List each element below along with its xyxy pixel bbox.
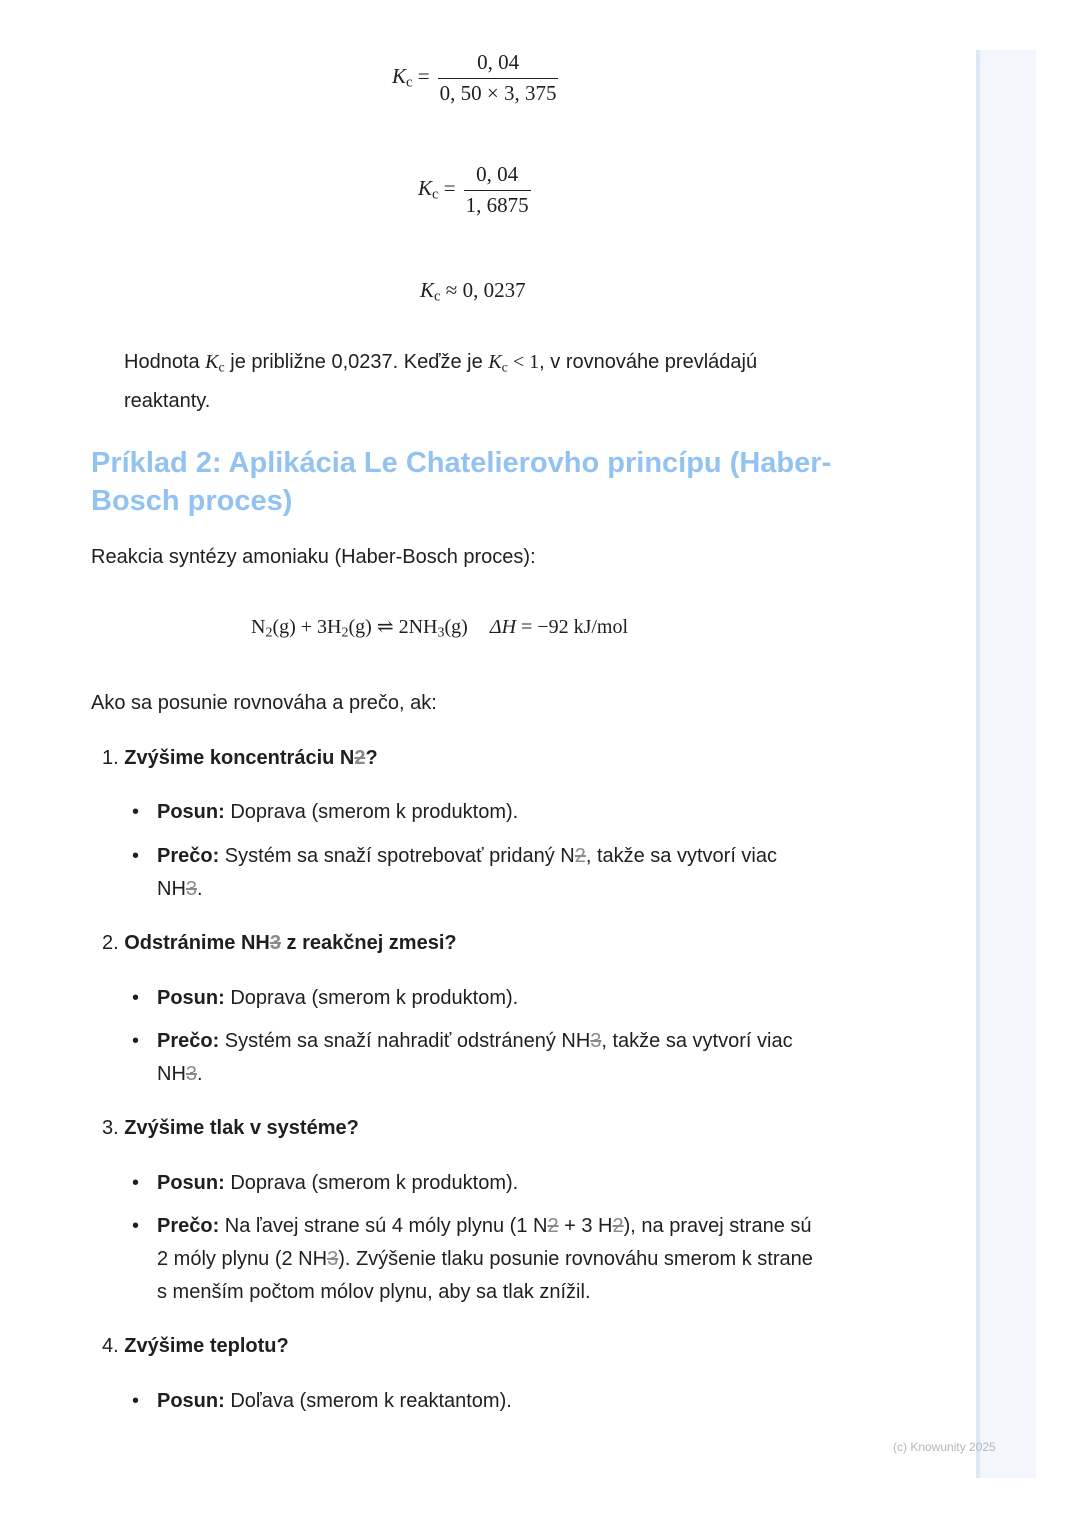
bullet-text: Na ľavej strane sú 4 móly plynu (1 N xyxy=(219,1215,548,1237)
list-number: 3. xyxy=(102,1117,119,1139)
equilibrium-arrow: ⇌ xyxy=(371,616,399,638)
bullet-icon: • xyxy=(132,1172,140,1194)
struck-subscript: 2 xyxy=(547,1215,559,1237)
subscript: 3 xyxy=(437,625,445,641)
enthalpy-label: ΔH xyxy=(489,616,517,638)
kc-subscript: c xyxy=(218,360,225,376)
kc-value: 0, 0237 xyxy=(462,278,526,302)
struck-subscript: 3 xyxy=(590,1030,602,1052)
state: (g) xyxy=(348,616,372,638)
label: Posun: xyxy=(157,1172,225,1194)
question-1 xyxy=(102,743,378,773)
page-margin-panel xyxy=(976,50,1036,1478)
label: Posun: xyxy=(157,801,225,823)
copyright-footer: (c) Knowunity 2025 xyxy=(893,1440,996,1454)
struck-subscript: 2 xyxy=(612,1215,624,1237)
kc-subscript: c xyxy=(501,360,508,376)
bullet-why-2 xyxy=(132,1025,822,1091)
enthalpy-value: = −92 kJ/mol xyxy=(516,616,629,638)
bullet-text: . xyxy=(197,1063,203,1085)
reaction-n2: N xyxy=(251,616,266,638)
label: Prečo: xyxy=(157,845,220,867)
label: Prečo: xyxy=(157,1215,220,1237)
bullet-icon: • xyxy=(132,845,140,867)
bullet-text: ), na pravej strane sú 2 móly plynu (2 NH xyxy=(157,1215,812,1270)
fraction-denominator: 0, 50 × 3, 375 xyxy=(438,78,559,106)
list-number: 2. xyxy=(102,932,119,954)
fraction-denominator: 1, 6875 xyxy=(464,190,531,218)
bullet-text: ). Zvýšenie tlaku posunie rovnováhu smerom k strane s menším počtom mólov plynu, aby sa tlak znížil. xyxy=(157,1248,813,1303)
bullet-text: . xyxy=(197,878,203,900)
reaction-nh3: 2NH xyxy=(398,616,438,638)
equals-sign: = xyxy=(443,176,456,201)
state: (g) xyxy=(444,616,468,638)
bullet-why-1 xyxy=(132,840,822,906)
bullet-text: Doprava (smerom k produktom). xyxy=(224,1172,519,1194)
question-text: Zvýšime koncentráciu N xyxy=(124,747,355,769)
approx-sign: ≈ xyxy=(445,278,458,302)
intro-text: Reakcia syntézy amoniaku (Haber-Bosch proces): xyxy=(91,546,536,568)
fraction-numerator: 0, 04 xyxy=(476,162,519,186)
bullet-shift-4 xyxy=(132,1385,822,1418)
inequality: < 1 xyxy=(512,351,540,373)
question-3 xyxy=(102,1113,359,1143)
bullet-text: Systém sa snaží nahradiť odstránený NH xyxy=(219,1030,591,1052)
conclusion-text: , v rovnováhe prevládajú reaktanty. xyxy=(124,351,758,412)
conclusion-text: Hodnota xyxy=(124,351,206,373)
reaction-equation xyxy=(251,614,628,642)
bullet-shift-1 xyxy=(132,796,822,829)
fraction-numerator: 0, 04 xyxy=(477,50,520,74)
question-text: z reakčnej zmesi? xyxy=(280,932,457,954)
bullet-icon: • xyxy=(132,1390,140,1412)
kc-symbol: K xyxy=(392,64,407,89)
label: Posun: xyxy=(157,1390,225,1412)
kc-symbol: K xyxy=(205,351,219,373)
kc-subscript: c xyxy=(406,74,413,91)
bullet-text: , takže sa vytvorí viac NH xyxy=(157,1030,793,1085)
question-text: Zvýšime tlak v systéme? xyxy=(124,1117,359,1139)
section-heading: Príklad 2: Aplikácia Le Chatelierovho princípu (Haber-Bosch proces) xyxy=(91,447,832,517)
question-2 xyxy=(102,928,457,958)
struck-subscript: 3 xyxy=(327,1248,339,1270)
bullet-text: Doprava (smerom k produktom). xyxy=(224,801,519,823)
label: Prečo: xyxy=(157,1030,220,1052)
list-number: 4. xyxy=(102,1335,119,1357)
kc-subscript: c xyxy=(432,186,439,203)
struck-subscript: 3 xyxy=(185,878,198,900)
kc-symbol: K xyxy=(420,278,435,302)
question-text: ? xyxy=(365,747,378,769)
struck-subscript: 3 xyxy=(269,932,281,954)
bullet-shift-2 xyxy=(132,982,822,1015)
bullet-text: + 3 H xyxy=(558,1215,613,1237)
bullet-text: Systém sa snaží spotrebovať pridaný N xyxy=(219,845,575,867)
equals-sign: = xyxy=(417,64,430,89)
list-number: 1. xyxy=(102,747,119,769)
kc-symbol: K xyxy=(488,351,502,373)
question-text: Zvýšime teplotu? xyxy=(124,1335,289,1357)
bullet-text: Doľava (smerom k reaktantom). xyxy=(224,1390,512,1412)
struck-subscript: 3 xyxy=(185,1063,198,1085)
subscript: 2 xyxy=(341,625,349,641)
conclusion-paragraph xyxy=(124,346,824,418)
bullet-why-3 xyxy=(132,1210,822,1309)
struck-subscript: 2 xyxy=(354,747,366,769)
question-text: Odstránime NH xyxy=(124,932,270,954)
question-4 xyxy=(102,1331,289,1361)
conclusion-text: je približne 0,0237. Keďže je xyxy=(224,351,489,373)
kc-symbol: K xyxy=(418,176,433,201)
subscript: 2 xyxy=(265,625,273,641)
label: Posun: xyxy=(157,987,225,1009)
equation-kc-fraction-2 xyxy=(418,162,531,218)
reaction-h2: + 3H xyxy=(295,616,342,638)
state: (g) xyxy=(272,616,296,638)
struck-subscript: 2 xyxy=(574,845,586,867)
equation-kc-fraction-1 xyxy=(392,50,558,106)
bullet-shift-3 xyxy=(132,1167,822,1200)
bullet-icon: • xyxy=(132,801,140,823)
bullet-icon: • xyxy=(132,1215,140,1237)
bullet-icon: • xyxy=(132,1030,140,1052)
question-intro: Ako sa posunie rovnováha a prečo, ak: xyxy=(91,692,437,714)
bullet-icon: • xyxy=(132,987,140,1009)
bullet-text: Doprava (smerom k produktom). xyxy=(224,987,519,1009)
kc-subscript: c xyxy=(434,288,441,305)
equation-kc-result xyxy=(420,278,526,306)
bullet-text: , takže sa vytvorí viac NH xyxy=(157,845,777,900)
